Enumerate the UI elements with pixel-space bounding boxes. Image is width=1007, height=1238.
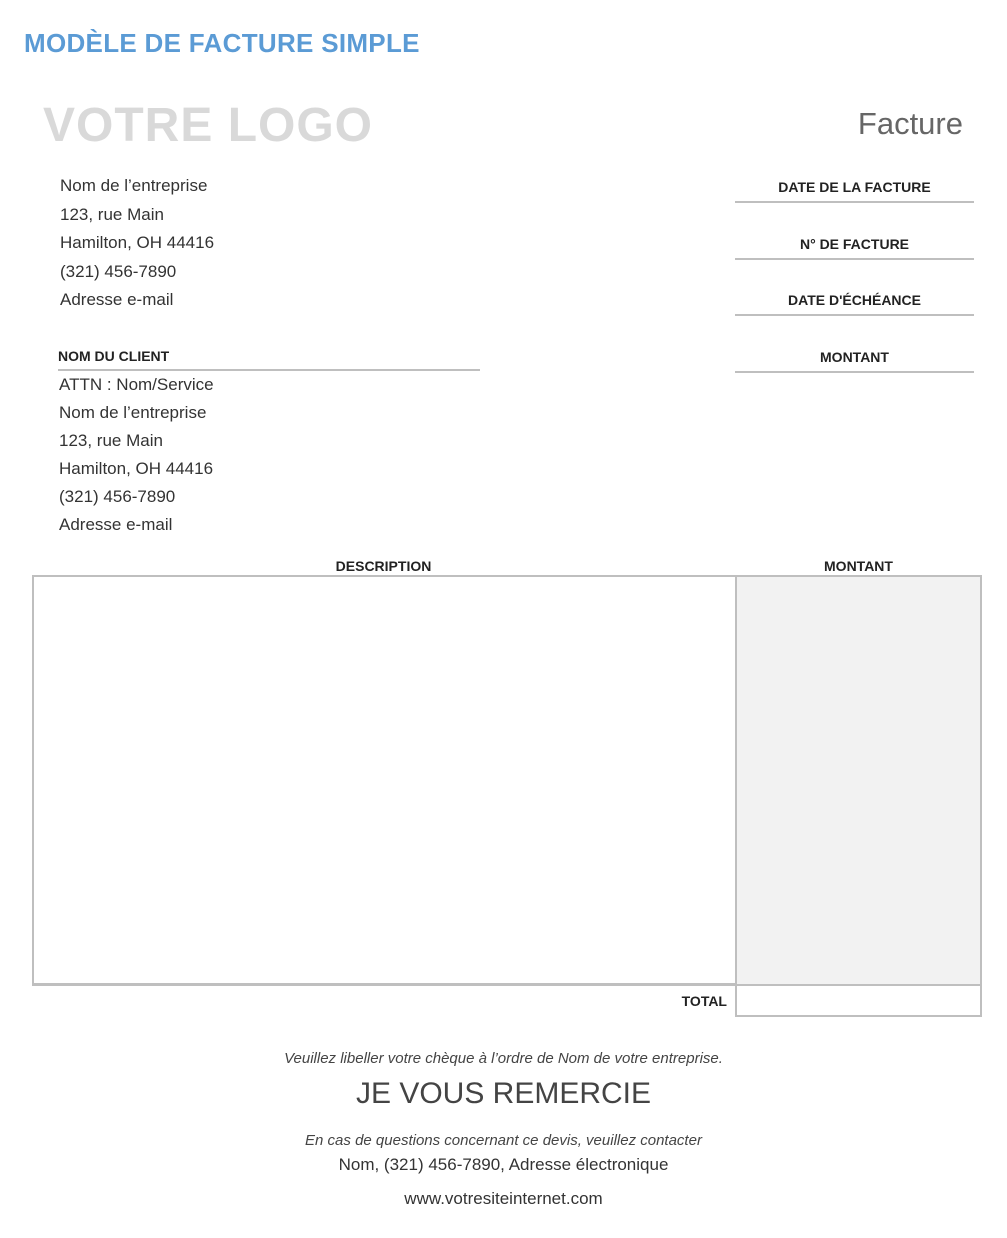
description-header: DESCRIPTION (335, 558, 432, 574)
invoice-date-label: DATE DE LA FACTURE (735, 179, 974, 203)
questions-note: En cas de questions concernant ce devis, veuillez contacter (305, 1132, 702, 1149)
amount-label: MONTANT (735, 349, 974, 373)
amount-column[interactable] (735, 575, 982, 986)
company-phone: (321) 456-7890 (60, 261, 177, 281)
client-attn: ATTN : Nom/Service (59, 375, 214, 394)
total-field[interactable] (735, 983, 982, 1017)
logo-placeholder: VOTRE LOGO (43, 99, 374, 152)
page-title: MODÈLE DE FACTURE SIMPLE (24, 28, 420, 58)
due-date-field[interactable] (735, 316, 974, 346)
table-divider (32, 983, 735, 985)
company-info (60, 172, 214, 315)
invoice-date-field[interactable] (735, 203, 974, 233)
company-name: Nom de l’entreprise (60, 176, 208, 195)
contact-info: Nom, (321) 456-7890, Adresse électronique (338, 1155, 669, 1174)
cheque-note: Veuillez libeller votre chèque à l’ordre de Nom de votre entreprise. (284, 1050, 723, 1067)
company-email: Adresse e-mail (60, 290, 174, 309)
company-street: 123, rue Main (60, 204, 164, 224)
amount-header: MONTANT (824, 558, 893, 574)
client-heading: NOM DU CLIENT (58, 348, 480, 371)
client-street: 123, rue Main (59, 431, 163, 450)
amount-field[interactable] (735, 373, 974, 403)
company-city: Hamilton, OH 44416 (60, 233, 215, 252)
client-city: Hamilton, OH 44416 (59, 459, 214, 478)
client-company: Nom de l’entreprise (59, 403, 207, 422)
document-type: Facture (857, 106, 963, 141)
invoice-number-label: N° DE FACTURE (735, 236, 974, 260)
due-date-label: DATE D'ÉCHÉANCE (735, 292, 974, 316)
total-label: TOTAL (681, 993, 727, 1009)
description-column[interactable] (32, 575, 739, 986)
client-phone: (321) 456-7890 (59, 487, 176, 506)
website-link[interactable]: www.votresiteinternet.com (404, 1189, 603, 1208)
client-email: Adresse e-mail (59, 515, 173, 534)
client-info (59, 371, 214, 539)
thank-you: JE VOUS REMERCIE (355, 1077, 652, 1110)
invoice-number-field[interactable] (735, 260, 974, 290)
